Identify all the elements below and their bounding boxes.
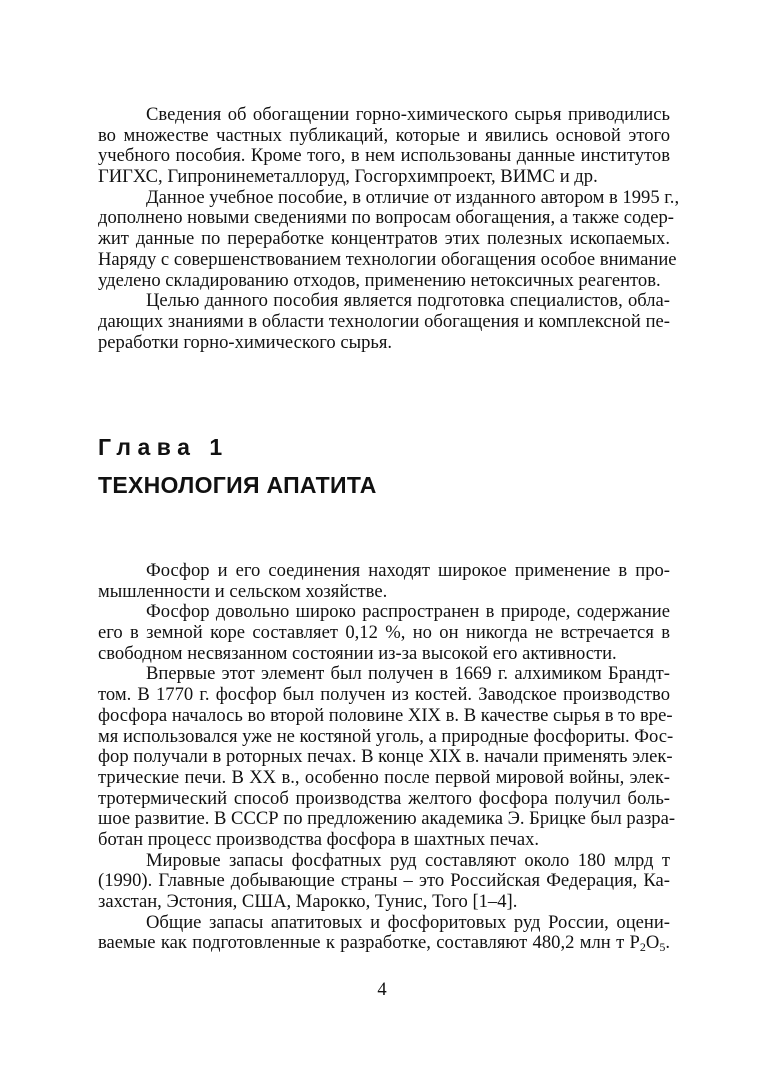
text-line: (1990). Главные добывающие страны – это Российская Федерация, Ка- xyxy=(98,870,670,892)
text-line: том. В 1770 г. фосфор был получен из костей. Заводское производство xyxy=(98,684,670,706)
text-line: ГИГХС, Гипронинеметаллоруд, Госгорхимпроект, ВИМС и др. xyxy=(98,166,598,188)
text-line: ботан процесс производства фосфора в шахтных печах. xyxy=(98,828,540,850)
text-line: дополнено новыми сведениями по вопросам обогащения, а также содер- xyxy=(98,207,674,229)
text-line: шое развитие. В СССР по предложению академика Э. Брицке был разра- xyxy=(98,808,676,830)
text-line: Данное учебное пособие, в отличие от изданного автором в 1995 г., xyxy=(146,186,680,208)
text-line: Впервые этот элемент был получен в 1669 г. алхимиком Брандт- xyxy=(146,663,670,685)
chapter-body-text xyxy=(98,560,676,955)
subscript: 5 xyxy=(659,940,666,955)
text-line: Общие запасы апатитовых и фосфоритовых руд России, оцени- xyxy=(146,911,670,933)
text-line: фосфора началось во второй половине XIX в. В качестве сырья в то вре- xyxy=(98,704,673,726)
text-segment: O xyxy=(645,932,660,954)
text-line: Наряду с совершенствованием технологии обогащения особое внимание xyxy=(98,248,677,270)
text-line: учебного пособия. Кроме того, в нем использованы данные институтов xyxy=(98,145,670,167)
page-number: 4 xyxy=(377,979,387,1000)
text-line: трические печи. В XX в., особенно после первой мировой войны, элек- xyxy=(98,766,670,788)
text-line: мышленности и сельском хозяйстве. xyxy=(98,580,388,602)
text-segment: . xyxy=(665,932,670,954)
chapter-label: Глава 1 xyxy=(98,434,229,460)
text-line-formula xyxy=(98,933,670,954)
text-line: Мировые запасы фосфатных руд составляют около 180 млрд т xyxy=(146,849,670,871)
text-line: Целью данного пособия является подготовка специалистов, обла- xyxy=(146,290,670,312)
subscript: 2 xyxy=(639,940,646,955)
chapter-title: ТЕХНОЛОГИЯ АПАТИТА xyxy=(98,472,377,498)
preface-text xyxy=(98,104,680,353)
text-line: жит данные по переработке концентратов этих полезных ископаемых. xyxy=(98,228,670,250)
text-line: его в земной коре составляет 0,12 %, но он никогда не встречается в xyxy=(98,622,670,644)
text-line: Сведения об обогащении горно-химического сырья приводились xyxy=(146,104,670,125)
text-line: во множестве частных публикаций, которые и явились основой этого xyxy=(98,124,670,146)
text-line: дающих знаниями в области технологии обогащения и комплексной пе- xyxy=(98,310,670,332)
text-line: мя использовался уже не костяной уголь, а природные фосфориты. Фос- xyxy=(98,725,674,747)
text-line: захстан, Эстония, США, Марокко, Тунис, Того [1–4]. xyxy=(98,891,518,912)
text-line: уделено складированию отходов, применению нетоксичных реагентов. xyxy=(98,269,661,291)
text-line: тротермический способ производства желтого фосфора получил боль- xyxy=(98,787,670,809)
text-line: Фосфор и его соединения находят широкое применение в про- xyxy=(146,560,670,581)
text-line: Фосфор довольно широко распространен в природе, содержание xyxy=(146,601,670,623)
text-line: реработки горно-химического сырья. xyxy=(98,331,393,353)
text-line: свободном несвязанном состоянии из-за высокой его активности. xyxy=(98,642,617,664)
text-line: фор получали в роторных печах. В конце XIX в. начали применять элек- xyxy=(98,746,673,768)
text-segment: ваемые как подготовленные к разработке, составляют 480,2 млн т P xyxy=(98,932,640,954)
